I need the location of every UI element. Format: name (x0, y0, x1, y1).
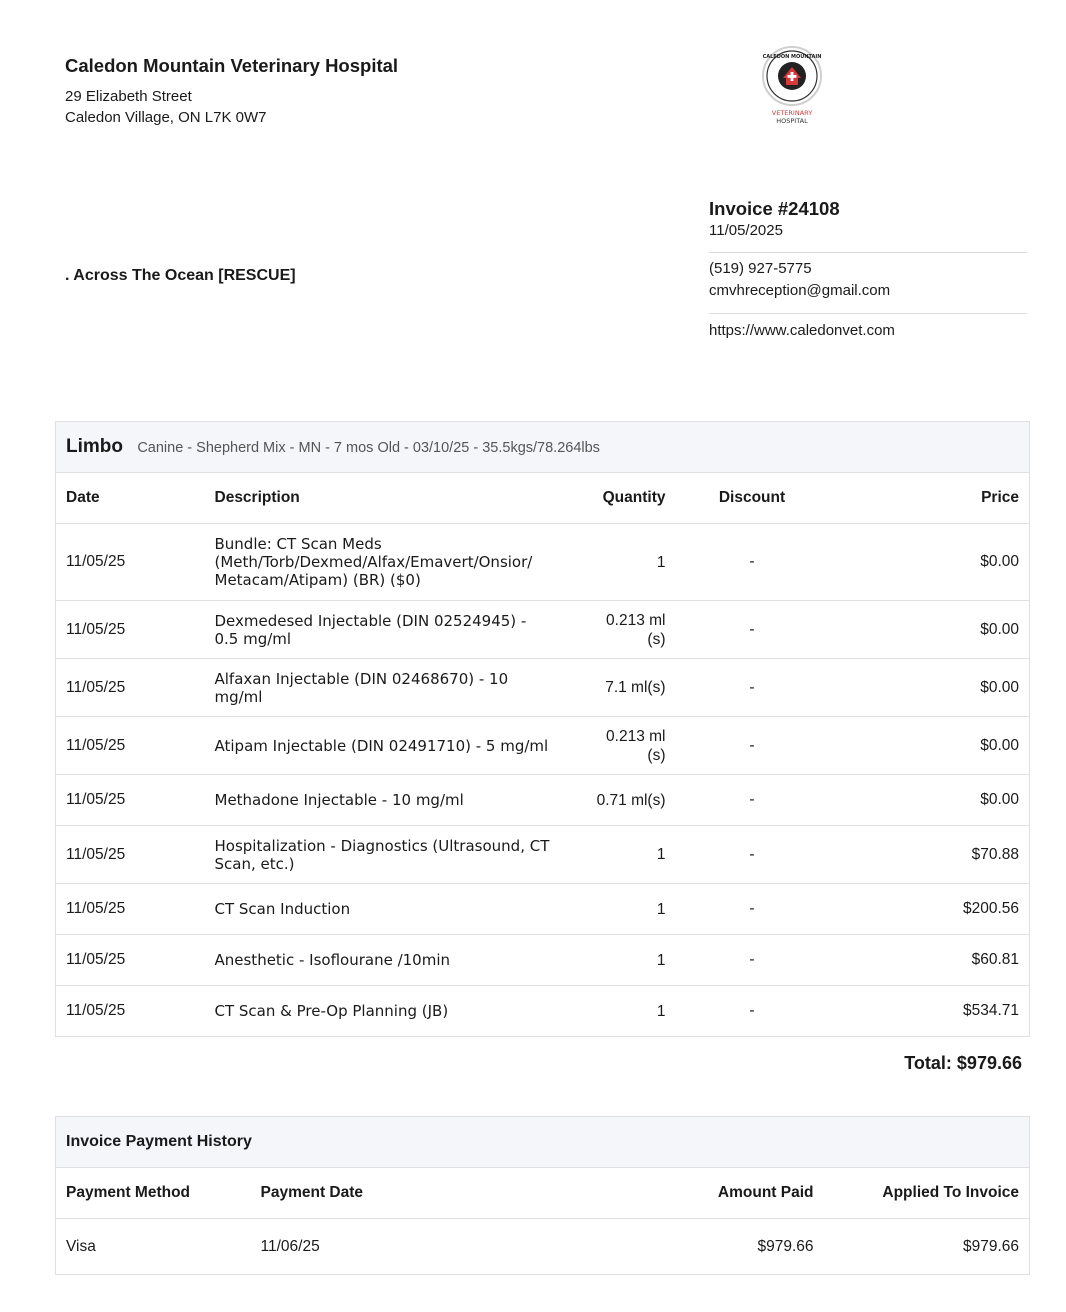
item-discount: - (676, 986, 829, 1037)
table-row (56, 601, 1030, 659)
item-quantity-cell (575, 717, 676, 775)
item-discount: - (676, 601, 829, 659)
item-description: Bundle: CT Scan Meds (Meth/Torb/Dexmed/Alfax/Emavert/Onsior/ Metacam/Atipam) (BR) ($0) (205, 524, 575, 601)
header-discount: Discount (676, 473, 829, 524)
item-quantity-cell (575, 935, 676, 986)
item-date: 11/05/25 (56, 659, 205, 717)
header-amount-paid: Amount Paid (591, 1168, 824, 1219)
header-quantity: Quantity (575, 473, 676, 524)
item-discount: - (676, 884, 829, 935)
item-description: Dexmedesed Injectable (DIN 02524945) - 0.5 mg/ml (205, 601, 575, 659)
item-quantity: 1 (656, 900, 666, 918)
item-description: Hospitalization - Diagnostics (Ultrasound, CT Scan, etc.) (205, 826, 575, 884)
items-header-row (56, 473, 1030, 524)
item-quantity-cell (575, 826, 676, 884)
table-row (56, 884, 1030, 935)
header-applied-to-invoice: Applied To Invoice (824, 1168, 1030, 1219)
header-payment-date: Payment Date (251, 1168, 591, 1219)
logo-text-veterinary: VETERINARY (771, 109, 813, 117)
invoice-items-table (55, 421, 1030, 1037)
item-discount: - (676, 717, 829, 775)
item-discount: - (676, 775, 829, 826)
item-description: CT Scan Induction (205, 884, 575, 935)
item-quantity: 1 (656, 951, 666, 969)
item-date: 11/05/25 (56, 884, 205, 935)
item-discount: - (676, 659, 829, 717)
payment-applied: $979.66 (824, 1219, 1030, 1275)
item-discount: - (676, 935, 829, 986)
item-price: $0.00 (829, 659, 1030, 717)
payment-amount: $979.66 (591, 1219, 824, 1275)
invoice-total: Total: $979.66 (904, 1053, 1022, 1073)
invoice-title: Invoice #24108 (709, 198, 840, 219)
item-date: 11/05/25 (56, 601, 205, 659)
divider (709, 313, 1027, 314)
pet-name: Limbo (66, 436, 123, 457)
table-row (56, 826, 1030, 884)
clinic-website[interactable]: https://www.caledonvet.com (709, 322, 895, 339)
item-quantity: 1 (656, 553, 666, 571)
item-price: $0.00 (829, 524, 1030, 601)
item-date: 11/05/25 (56, 935, 205, 986)
item-price: $0.00 (829, 717, 1030, 775)
item-description: CT Scan & Pre-Op Planning (JB) (205, 986, 575, 1037)
clinic-address-line2: Caledon Village, ON L7K 0W7 (65, 109, 267, 126)
item-price: $0.00 (829, 601, 1030, 659)
item-description: Anesthetic - Isoflourane /10min (205, 935, 575, 986)
item-discount: - (676, 524, 829, 601)
table-row (56, 1219, 1030, 1275)
item-quantity-cell (575, 986, 676, 1037)
item-quantity: 1 (656, 846, 666, 863)
item-description: Methadone Injectable - 10 mg/ml (205, 775, 575, 826)
item-quantity: 1 (656, 1002, 666, 1020)
item-date: 11/05/25 (56, 826, 205, 884)
item-quantity: 0.213 ml (s) (606, 727, 666, 764)
payment-header-row (56, 1168, 1030, 1219)
item-quantity-cell (575, 601, 676, 659)
header-date: Date (56, 473, 205, 524)
table-row (56, 717, 1030, 775)
item-price: $0.00 (829, 775, 1030, 826)
item-price: $200.56 (829, 884, 1030, 935)
item-quantity: 0.71 ml(s) (596, 791, 666, 809)
item-quantity: 7.1 ml(s) (605, 679, 666, 696)
item-price: $534.71 (829, 986, 1030, 1037)
table-row (56, 524, 1030, 601)
item-quantity-cell (575, 659, 676, 717)
item-quantity: 0.213 ml (s) (606, 611, 666, 648)
payment-date: 11/06/25 (251, 1219, 591, 1275)
item-date: 11/05/25 (56, 524, 205, 601)
payment-method: Visa (56, 1219, 251, 1275)
item-date: 11/05/25 (56, 986, 205, 1037)
payment-history-table (55, 1116, 1030, 1275)
logo-text-hospital: HOSPITAL (776, 117, 808, 125)
client-name: . Across The Ocean [RESCUE] (65, 267, 296, 284)
logo-text-top: CALEDON MOUNTAIN (762, 54, 822, 60)
invoice-date: 11/05/2025 (709, 222, 783, 239)
item-date: 11/05/25 (56, 775, 205, 826)
table-row (56, 935, 1030, 986)
clinic-address-line1: 29 Elizabeth Street (65, 88, 192, 105)
payment-history-title: Invoice Payment History (56, 1117, 1030, 1168)
pet-info: Canine - Shepherd Mix - MN - 7 mos Old - 03/10/25 - 35.5kgs/78.264lbs (137, 440, 600, 456)
item-price: $70.88 (829, 826, 1030, 884)
clinic-name: Caledon Mountain Veterinary Hospital (65, 55, 399, 76)
header-payment-method: Payment Method (56, 1168, 251, 1219)
header-description: Description (205, 473, 575, 524)
clinic-logo (755, 45, 829, 127)
payment-history-header (56, 1117, 1030, 1168)
header-price: Price (829, 473, 1030, 524)
pet-header (56, 422, 1030, 473)
clinic-email[interactable]: cmvhreception@gmail.com (709, 282, 891, 299)
divider (709, 252, 1027, 253)
table-row (56, 775, 1030, 826)
item-quantity-cell (575, 524, 676, 601)
item-discount: - (676, 826, 829, 884)
item-quantity-cell (575, 775, 676, 826)
item-price: $60.81 (829, 935, 1030, 986)
clinic-phone: (519) 927-5775 (709, 260, 812, 277)
item-description: Alfaxan Injectable (DIN 02468670) - 10 mg/ml (205, 659, 575, 717)
item-quantity-cell (575, 884, 676, 935)
table-row (56, 986, 1030, 1037)
item-date: 11/05/25 (56, 717, 205, 775)
item-description: Atipam Injectable (DIN 02491710) - 5 mg/ml (205, 717, 575, 775)
table-row (56, 659, 1030, 717)
